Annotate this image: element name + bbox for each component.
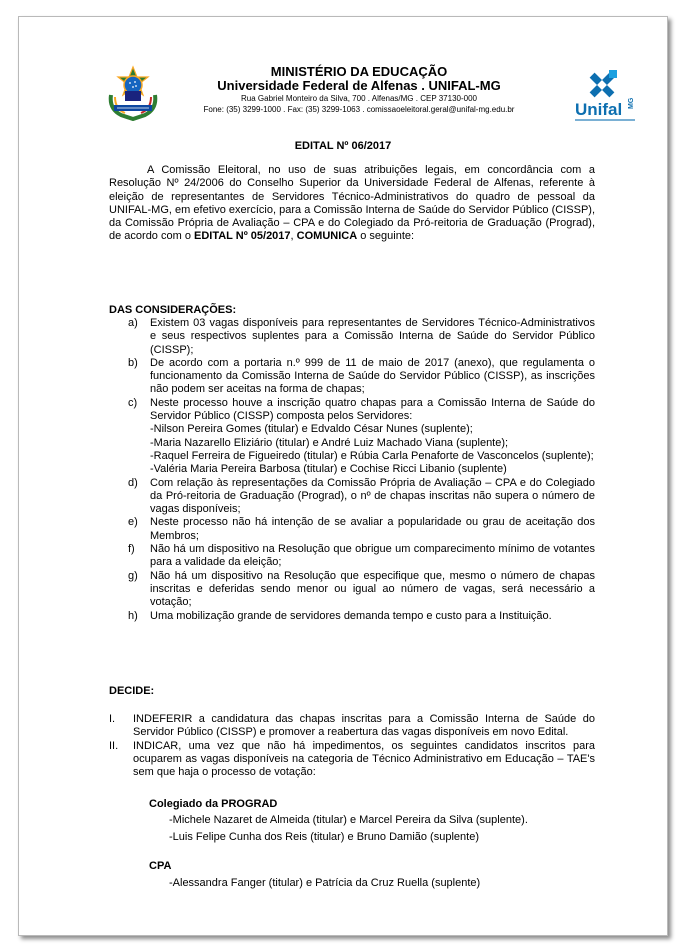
slate-entry: -Maria Nazarello Eliziário (titular) e André Luiz Machado Viana (suplente);: [150, 436, 509, 449]
item-marker: f): [128, 543, 135, 556]
intro-tail: o seguinte:: [357, 230, 415, 243]
item-text: INDEFERIR a candidatura das chapas inscritas para a Comissão Interna de Saúde do Servidor Público (CISSP) e promover a reabertura das vagas disponíveis em novo Edital.: [133, 713, 595, 739]
item-marker: d): [128, 476, 138, 489]
list-item: [109, 713, 595, 740]
item-marker: a): [128, 317, 138, 329]
unifal-logo: [571, 63, 649, 127]
item-marker: c): [128, 396, 138, 409]
logo-state: MG: [628, 97, 635, 109]
document-title: EDITAL Nº 06/2017: [294, 140, 392, 152]
item-text: Com relação às representações da Comissão Própria de Avaliação – CPA e do Colegiado da Pró-reitoria de Graduação (Prograd), o nº de chapas inscritas não supera o número de vagas disponíveis;: [150, 476, 595, 516]
document-page: [18, 16, 668, 936]
item-text: INDICAR, uma vez que não há impedimentos, os seguintes candidatos inscritos para ocuparem as vagas disponíveis na categoria de Técnico Administrativo em Educação – TAE's sem que haja o processo de votação:: [133, 739, 595, 779]
slate-entry: -Valéria Maria Pereira Barbosa (titular) e Cochise Ricci Libanio (suplente): [150, 463, 507, 476]
decide-list: [109, 713, 595, 779]
slate-entry: -Raquel Ferreira de Figueiredo (titular) e Rúbia Carla Penaforte de Vasconcelos (suplente);: [150, 449, 594, 462]
list-item: [109, 317, 595, 357]
item-text: Não há um dispositivo na Resolução que obrigue um comparecimento mínimo de votantes para a validade da eleição;: [150, 543, 595, 569]
decide-title: DECIDE:: [109, 685, 155, 697]
item-text: Não há um dispositivo na Resolução que especifique que, mesmo o número de chapas inscritas e deferidas sendo menor ou igual ao número de vagas, será necessário a votação;: [150, 569, 595, 609]
list-item: [109, 570, 595, 610]
list-item: [109, 477, 595, 517]
considerations-title: DAS CONSIDERAÇÕES:: [109, 304, 237, 316]
intro-paragraph: [109, 164, 595, 244]
item-text: Neste processo não há intenção de se avaliar a popularidade ou grau de aceitação dos Membros;: [150, 516, 595, 542]
list-item: [109, 543, 595, 570]
university-name: Universidade Federal de Alfenas . UNIFAL-MG: [217, 78, 501, 93]
considerations-list: [109, 317, 595, 623]
item-text: Uma mobilização grande de servidores demanda tempo e custo para a Instituição.: [150, 609, 552, 622]
group-title-prograd: Colegiado da PROGRAD: [149, 798, 278, 810]
group-member-line: -Alessandra Fanger (titular) e Patrícia da Cruz Ruella (suplente): [169, 877, 481, 889]
brazil-coat-of-arms-icon: [107, 65, 159, 121]
item-text: Neste processo houve a inscrição quatro chapas para a Comissão Interna de Saúde do Servidor Público (CISSP) composta pelos Servidores:: [150, 396, 595, 423]
group-member-line: -Michele Nazaret de Almeida (titular) e Marcel Pereira da Silva (suplente).: [169, 814, 528, 826]
slate-entry: -Nilson Pereira Gomes (titular) e Edvaldo César Nunes (suplente);: [150, 423, 473, 436]
list-item: [109, 516, 595, 543]
item-marker: g): [128, 569, 138, 582]
logo-wordmark: Unifal: [575, 100, 623, 119]
list-item: [109, 397, 595, 424]
intro-verb: COMUNICA: [296, 230, 358, 243]
intro-separator: ,: [290, 230, 297, 243]
item-marker: I.: [109, 713, 116, 725]
intro-reference: EDITAL Nº 05/2017: [194, 230, 291, 243]
item-marker: e): [128, 516, 138, 529]
group-title-cpa: CPA: [149, 860, 172, 872]
list-item: [109, 740, 595, 780]
item-marker: II.: [109, 739, 119, 752]
letterhead: [159, 65, 559, 115]
contact-line: Fone: (35) 3299-1000 . Fax: (35) 3299-1063 . comissaoeleitoral.geral@unifal-mg.edu.br: [203, 105, 515, 114]
ministry-name: MINISTÉRIO DA EDUCAÇÃO: [270, 64, 448, 79]
item-text: De acordo com a portaria n.º 999 de 11 de maio de 2017 (anexo), que regulamenta o funcionamento da Comissão Interna de Saúde do Servidor Público (CISSP), as inscrições não podem ser aceitas na forma de chapas;: [150, 356, 595, 396]
group-member-line: -Luis Felipe Cunha dos Reis (titular) e Bruno Damião (suplente): [169, 831, 479, 843]
item-marker: h): [128, 609, 138, 622]
item-marker: b): [128, 356, 138, 369]
intro-text: A Comissão Eleitoral, no uso de suas atribuições legais, em concordância com a Resolução Nº 24/2006 do Conselho Superior da Universidade Federal de Alfenas, referente à eleição de representantes de Servidores Técnico-Administrativos do quadro de pessoal da UNIFAL-MG, em efetivo exercício, para a Comissão Interna de Saúde do Servidor Público (CISSP), da Comissão Própria de Avaliação – CPA e do Colegiado da Pró-reitoria de Graduação (Prograd), de acordo com o: [109, 164, 595, 243]
item-text: Existem 03 vagas disponíveis para representantes de Servidores Técnico-Administrativos e seus respectivos suplentes para a Comissão Interna de Saúde do Servidor Público (CISSP);: [150, 317, 595, 356]
list-item: [109, 610, 595, 623]
list-item: [109, 357, 595, 397]
address-line: Rua Gabriel Monteiro da Silva, 700 . Alfenas/MG . CEP 37130-000: [241, 94, 477, 103]
